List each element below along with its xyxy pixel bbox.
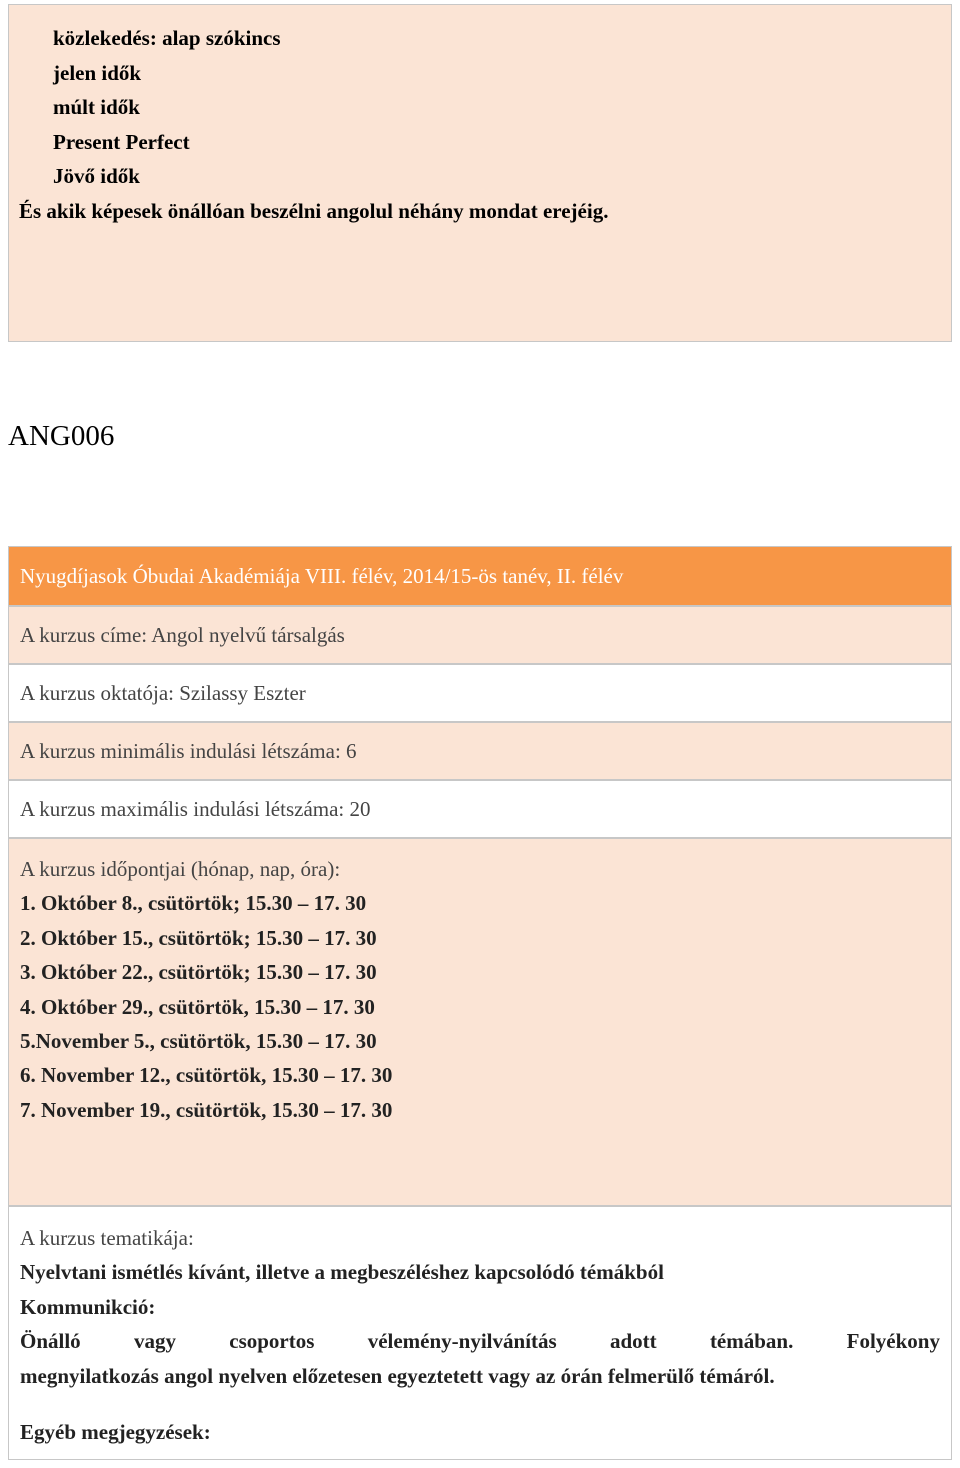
max-participants: A kurzus maximális indulási létszáma: 20	[20, 796, 371, 821]
schedule-heading: A kurzus időpontjai (hónap, nap, óra):	[20, 857, 341, 881]
instructor-row	[8, 664, 952, 722]
topics-box	[8, 4, 952, 342]
min-participants: A kurzus minimális indulási létszáma: 6	[20, 738, 357, 763]
schedule-item: 5.November 5., csütörtök, 15.30 – 17. 30	[20, 1029, 377, 1054]
instructor: A kurzus oktatója: Szilassy Eszter	[20, 680, 306, 705]
schedule-item: 4. Október 29., csütörtök, 15.30 – 17. 30	[20, 994, 375, 1019]
topic-summary: És akik képesek önállóan beszélni angolul néhány mondat erejéig.	[19, 198, 609, 223]
schedule-item: 1. Október 8., csütörtök; 15.30 – 17. 30	[20, 891, 367, 916]
topic-item: múlt idők	[53, 95, 140, 119]
min-participants-row	[8, 722, 952, 780]
topic-item: jelen idők	[53, 60, 142, 85]
course-title-row	[8, 606, 952, 664]
schedule-cell	[8, 838, 952, 1206]
course-code: ANG006	[8, 420, 115, 452]
theme-line: megnyilatkozás angol nyelven előzetesen egyeztetett vagy az órán felmerülő témáról.	[20, 1363, 775, 1388]
theme-line: Nyelvtani ismétlés kívánt, illetve a megbeszéléshez kapcsolódó témákból	[20, 1260, 664, 1285]
schedule-item: 7. November 19., csütörtök, 15.30 – 17. 30	[20, 1097, 393, 1122]
notes-heading: Egyéb megjegyzések:	[20, 1420, 211, 1445]
table-header	[8, 546, 952, 606]
topic-item: Jövő idők	[53, 164, 140, 188]
theme-heading: A kurzus tematikája:	[20, 1226, 194, 1250]
header-text: Nyugdíjasok Óbudai Akadémiája VIII. félév, 2014/15-ös tanév, II. félév	[20, 563, 624, 588]
schedule-item: 3. Október 22., csütörtök; 15.30 – 17. 30	[20, 960, 377, 985]
schedule-item: 6. November 12., csütörtök, 15.30 – 17. 30	[20, 1063, 393, 1088]
theme-cell	[8, 1206, 952, 1460]
theme-line: Önálló vagy csoportos vélemény-nyilvánítás adott témában. Folyékony	[20, 1329, 940, 1354]
topic-item: közlekedés: alap szókincs	[53, 26, 281, 50]
schedule-item: 2. Október 15., csütörtök; 15.30 – 17. 30	[20, 925, 377, 950]
max-participants-row	[8, 780, 952, 838]
theme-line: Kommunikció:	[20, 1294, 156, 1319]
topic-item: Present Perfect	[53, 129, 190, 154]
course-title: A kurzus címe: Angol nyelvű társalgás	[20, 622, 345, 647]
